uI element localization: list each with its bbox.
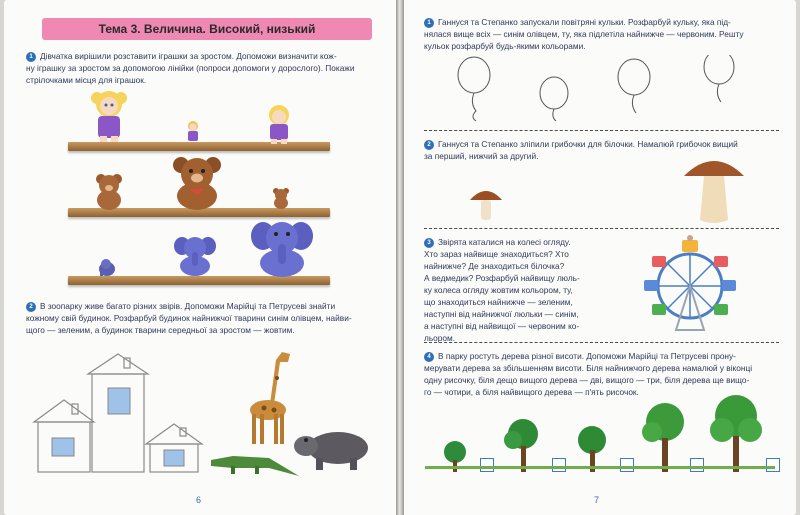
task-text-line: кожному свій будинок. Розфарбуй будинок найнижчої тварини синім олівцем, найви- <box>26 313 352 323</box>
page-number: 6 <box>196 495 202 505</box>
task-text-line: стрілочками місця для іграшок. <box>26 75 147 85</box>
task-text-line: В зоопарку живе багато різних звірів. Допоможи Марійці та Петрусеві знайти <box>40 301 336 311</box>
task-trees <box>424 350 786 398</box>
task-text-line: льором. <box>424 333 456 343</box>
task-text-line: Дівчатка вирішили розставити іграшки за зростом. Допоможи визначити кож- <box>40 51 337 61</box>
task-number: 1 <box>424 18 434 28</box>
task-text-line: Ганнуся та Степанко зліпили грибочки для білочки. Намалюй грибочок вищий <box>438 139 738 149</box>
task-number: 2 <box>424 140 434 150</box>
section-divider <box>424 228 779 229</box>
doll-large-illustration <box>84 88 134 144</box>
task-text-line: А ведмедик? Розфарбуй найвищу люль- <box>424 273 580 283</box>
task-number: 2 <box>26 302 36 312</box>
task-text-line: найнижче? Де знаходиться білочка? <box>424 261 565 271</box>
task-text-line: нялася вище всіх — синім олівцем, ту, яка підлетіла найнижче — червоним. Решту <box>424 29 744 39</box>
mushroom-small-illustration <box>468 184 504 224</box>
page-title: Тема 3. Величина. Високий, низький <box>42 18 372 40</box>
bear-large-illustration <box>167 155 227 211</box>
task-text-line: щого — зеленим, а будинок тварини середньої за зростом — жовтим. <box>26 325 295 335</box>
task-text-line: кульок розфарбуй будь-якими кольорами. <box>424 41 586 51</box>
section-divider <box>424 130 779 131</box>
task-text-line: за перший, нижчий за другий. <box>424 151 539 161</box>
answer-box-tree-4[interactable] <box>690 458 704 472</box>
mushroom-large-illustration <box>682 152 746 224</box>
task-number: 4 <box>424 352 434 362</box>
task-text-line: а наступні від найвищої — червоним ко- <box>424 321 580 331</box>
task-text-line: мерувати дерева за збільшенням висоти. Біля найнижчого дерева намалюй у віконці <box>424 363 753 373</box>
bear-small-illustration <box>271 187 291 209</box>
task-text-line: ну іграшку за зростом за допомогою лінійки (попроси допомоги у дорослого). Покажи <box>26 63 355 73</box>
tree-5-illustration <box>706 394 766 474</box>
task-text-line: Ганнуся та Степанко запускали повітряні кульки. Розфарбуй кульку, яка під- <box>438 17 731 27</box>
task-text-line: наступні від найнижчої люльки — синім, <box>424 309 579 319</box>
task-zoo <box>26 300 386 336</box>
answer-box-tree-1[interactable] <box>480 458 494 472</box>
task-text-line: В парку ростуть дерева різної висоти. Допоможи Марійці та Петрусеві прону- <box>438 351 736 361</box>
grass-line <box>425 466 775 469</box>
answer-box-tree-3[interactable] <box>620 458 634 472</box>
book-gutter <box>396 0 404 515</box>
houses-illustration <box>26 352 216 482</box>
task-toys <box>26 50 386 86</box>
right-page <box>404 0 796 515</box>
task-balloons <box>424 16 784 52</box>
crocodile-illustration <box>209 446 301 486</box>
task-text-line: Звірята каталися на колесі огляду. <box>438 237 571 247</box>
task-text-line: Хто зараз найвище знаходиться? Хто <box>424 249 569 259</box>
hippo-illustration <box>294 424 372 474</box>
section-divider <box>424 342 779 343</box>
elephant-small-illustration <box>96 256 118 278</box>
elephant-medium-illustration <box>172 234 218 278</box>
task-text-line: одну рисочку, біля дещо вищого дерева — дві, вищого — три, біля дерева ще вищо- <box>424 375 750 385</box>
task-number: 1 <box>26 52 36 62</box>
task-text-line: що знаходиться найнижче — зеленим, <box>424 297 573 307</box>
answer-box-tree-2[interactable] <box>552 458 566 472</box>
tree-4-illustration <box>640 402 690 474</box>
task-text-line: го — чотири, а біля найвищого дерева — п'ять рисочок. <box>424 387 639 397</box>
ferris-wheel-illustration <box>640 234 740 338</box>
doll-small-illustration <box>184 120 202 144</box>
balloons-illustration <box>444 55 754 127</box>
doll-medium-illustration <box>259 103 299 145</box>
elephant-large-illustration <box>250 218 314 280</box>
task-text-line: ку колеса огляду жовтим кольором, ту, <box>424 285 573 295</box>
answer-box-tree-5[interactable] <box>766 458 780 472</box>
left-page <box>4 0 396 515</box>
task-number: 3 <box>424 238 434 248</box>
task-ferris-wheel <box>424 236 624 344</box>
bear-medium-illustration <box>92 172 126 210</box>
page-number: 7 <box>594 495 600 505</box>
